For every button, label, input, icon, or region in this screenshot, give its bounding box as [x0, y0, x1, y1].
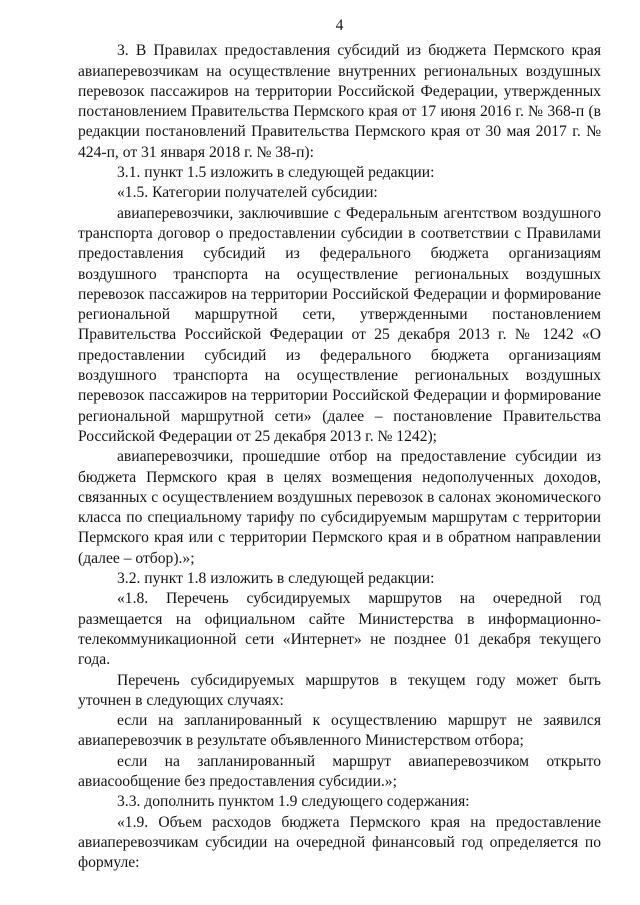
- paragraph-1-8-clarification: Перечень субсидируемых маршрутов в текущем году может быть уточнен в следующих случаях:: [78, 671, 601, 709]
- paragraph-1-5-title: «1.5. Категории получателей субсидии:: [117, 184, 378, 202]
- paragraph-1-8-route-list: «1.8. Перечень субсидируемых маршрутов на очередной год размещается на официальном сайте Министерства в информационно-телекоммуникационной сети «Интернет» не позднее 01 декабря текущего года.: [78, 590, 601, 669]
- paragraph-1-5-recipients-selection: авиаперевозчики, прошедшие отбор на предоставление субсидии из бюджета Пермского края в целях возмещения недополученных доходов, связанных с осуществлением воздушных перевозок в салонах экономического класса по специальному тарифу по субсидируемым маршрутам с территории Пермского края или с территории Пермского края и в обратном направлении (далее – отбор).»;: [78, 448, 601, 567]
- paragraph-3-3-heading: 3.3. дополнить пунктом 1.9 следующего содержания:: [117, 793, 470, 811]
- document-page: [78, 16, 601, 873]
- paragraph-1-9-formula-intro: «1.9. Объем расходов бюджета Пермского края на предоставление авиаперевозчикам субсидии на очередной финансовый год определяется по формуле:: [78, 813, 601, 872]
- paragraph-3-1-heading: 3.1. пункт 1.5 изложить в следующей редакции:: [117, 164, 435, 182]
- paragraph-1-5-recipients-federal: авиаперевозчики, заключившие с Федеральным агентством воздушного транспорта договор о предоставлении субсидии в соответствии с Правилами предоставления субсидий из федерального бюджета организациям воздушного транспорта на осуществление региональных воздушных перевозок пассажиров на территории Российской Федерации и формирование региональной маршрутной сети, утвержденными постановлением Правительства Российской Федерации от 25 декабря 2013 г. № 1242 «О предоставлении субсидий из федерального бюджета организациям воздушного транспорта на осуществление региональных воздушных перевозок пассажиров на территории Российской Федерации и формирование региональной маршрутной сети» (далее – постановление Правительства Российской Федерации от 25 декабря 2013 г. № 1242);: [78, 204, 601, 445]
- paragraph-3-2-heading: 3.2. пункт 1.8 изложить в следующей редакции:: [117, 570, 435, 588]
- page-number: 4: [335, 17, 344, 34]
- paragraph-1-8-case-no-subsidy: если на запланированный маршрут авиаперевозчиком открыто авиасообщение без предоставления субсидии.»;: [78, 752, 601, 790]
- paragraph-1-8-case-no-carrier: если на запланированный к осуществлению маршрут не заявился авиаперевозчик в результате объявленного Министерством отбора;: [78, 712, 601, 750]
- paragraph-3-intro: 3. В Правилах предоставления субсидий из бюджета Пермского края авиаперевозчикам на осуществление внутренних региональных воздушных перевозок пассажиров на территории Российской Федерации, утвержденных постановлением Правительства Пермского края от 17 июня 2016 г. № 368-п (в редакции постановлений Правительства Пермского края от 30 мая 2017 г. № 424-п, от 31 января 2018 г. № 38-п):: [78, 42, 601, 161]
